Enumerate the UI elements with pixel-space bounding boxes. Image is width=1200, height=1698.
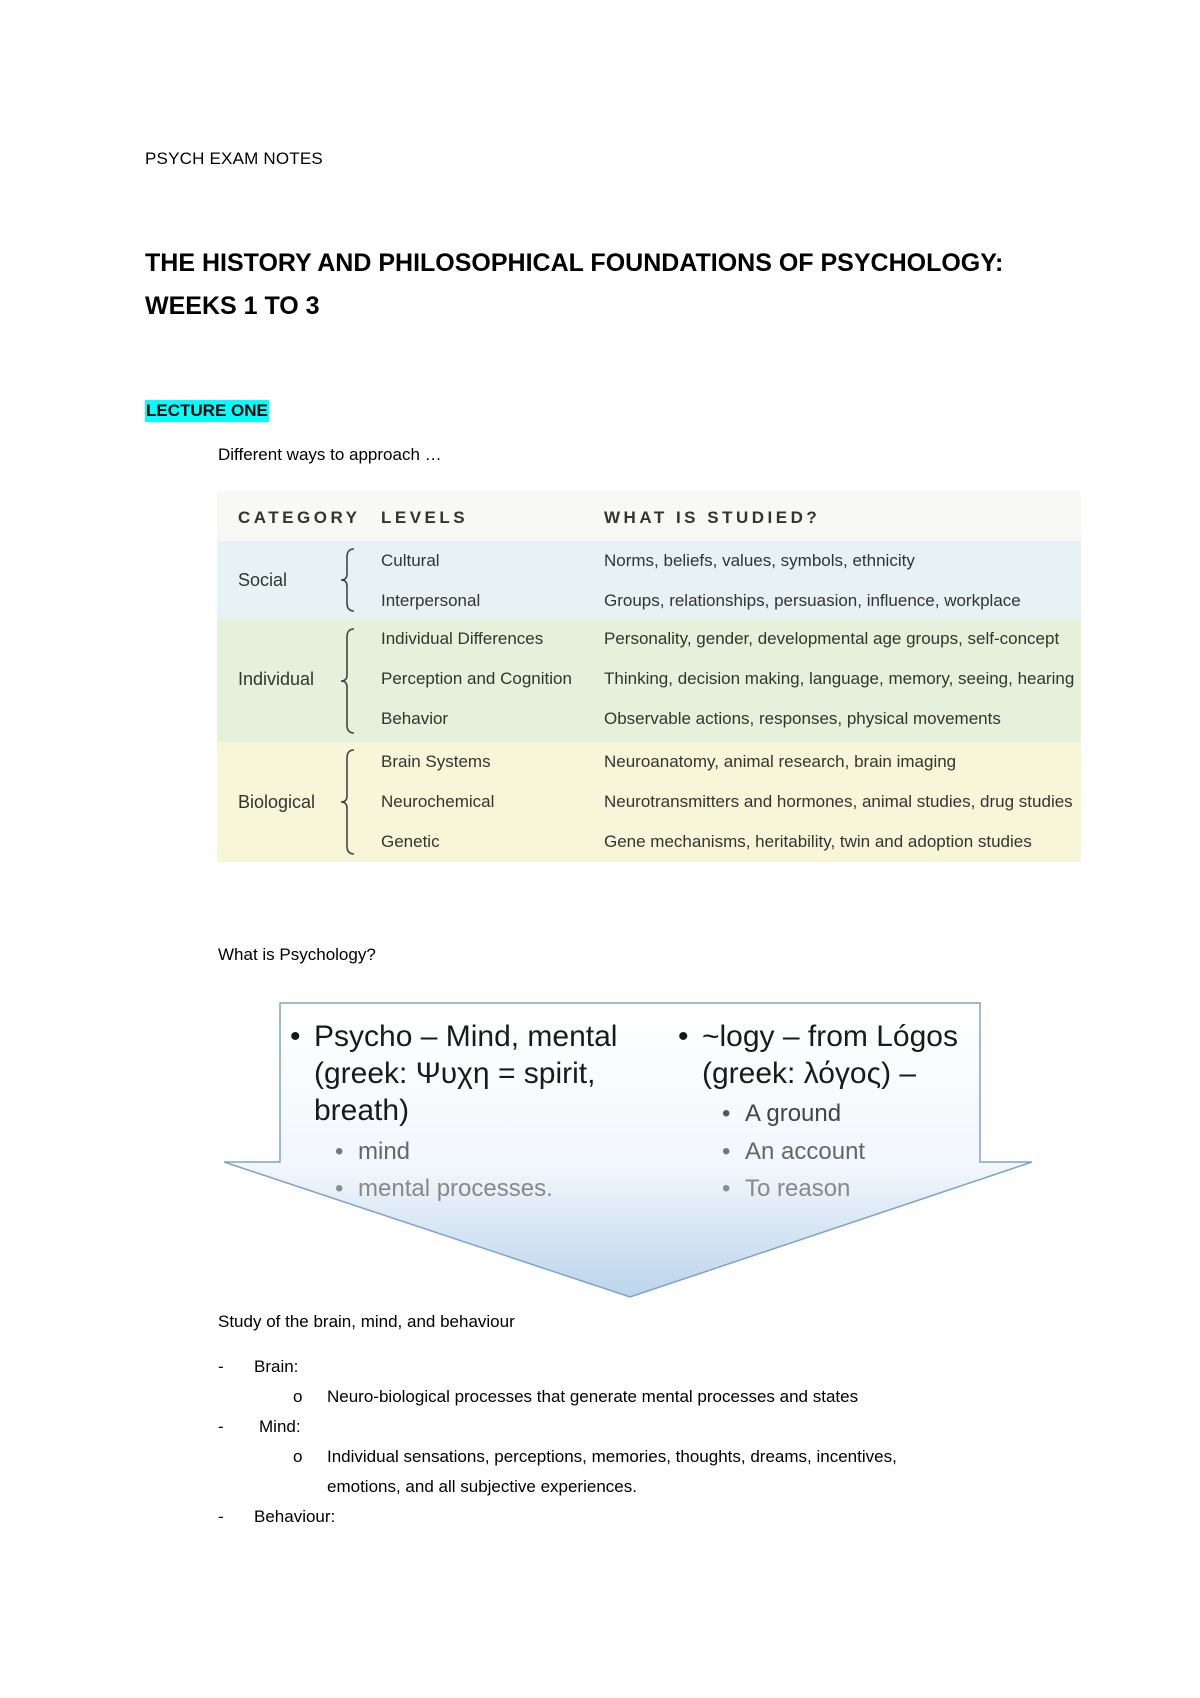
logy-line-1: ~logy – from Lógos: [702, 1020, 958, 1053]
logy-sub-3: To reason: [745, 1175, 851, 1202]
level-label: Genetic: [381, 832, 440, 851]
bullet-icon: •: [722, 1100, 731, 1127]
brace-icon: [338, 547, 364, 613]
category-label: Biological: [238, 792, 316, 812]
document-label: PSYCH EXAM NOTES: [145, 149, 323, 168]
logy-line-2: (greek: λόγος) –: [702, 1057, 917, 1090]
level-label: Individual Differences: [381, 629, 544, 648]
group-individual: [217, 619, 1081, 742]
studied-text: Observable actions, responses, physical movements: [604, 709, 1001, 728]
document-title: [145, 242, 1105, 328]
brace-icon: [338, 748, 364, 856]
level-label: Perception and Cognition: [381, 669, 572, 688]
studied-text: Neurotransmitters and hormones, animal studies, drug studies: [604, 792, 1073, 811]
table-header-row: [217, 491, 1081, 541]
study-heading: Study of the brain, mind, and behaviour: [218, 1312, 515, 1331]
studied-text: Thinking, decision making, language, memory, seeing, hearing: [604, 669, 1075, 688]
dash-bullet-icon: -: [218, 1417, 224, 1436]
dash-bullet-icon: -: [218, 1507, 224, 1526]
group-social: [217, 541, 1081, 619]
mind-label: Mind:: [259, 1417, 301, 1436]
mind-detail-line-1: Individual sensations, perceptions, memories, thoughts, dreams, incentives,: [327, 1447, 897, 1466]
logy-sub-2: An account: [745, 1138, 866, 1165]
bullet-icon: •: [678, 1020, 689, 1053]
bullet-icon: •: [335, 1138, 344, 1165]
category-label: Social: [238, 570, 288, 590]
brain-label: Brain:: [254, 1357, 299, 1376]
header-what-studied: WHAT IS STUDIED?: [604, 508, 821, 527]
dash-bullet-icon: -: [218, 1357, 224, 1376]
psychology-arrow-diagram: [222, 1000, 1042, 1300]
section-question: What is Psychology?: [218, 945, 376, 964]
studied-text: Personality, gender, developmental age groups, self-concept: [604, 629, 1060, 648]
psycho-sub-1: mind: [358, 1138, 411, 1165]
bullet-icon: •: [722, 1138, 731, 1165]
category-label: Individual: [238, 669, 315, 689]
intro-text: Different ways to approach …: [218, 445, 442, 464]
level-label: Brain Systems: [381, 752, 491, 771]
lecture-heading: LECTURE ONE: [146, 401, 268, 420]
brain-detail: Neuro-biological processes that generate mental processes and states: [327, 1387, 859, 1406]
group-biological: [217, 742, 1081, 862]
psycho-line-3: breath): [314, 1094, 410, 1127]
header-levels: LEVELS: [381, 508, 469, 527]
circle-bullet-icon: o: [293, 1447, 303, 1466]
studied-text: Groups, relationships, persuasion, influence, workplace: [604, 591, 1021, 610]
psycho-sub-2: mental processes.: [358, 1175, 553, 1202]
bullet-icon: •: [722, 1175, 731, 1202]
bullet-icon: •: [335, 1175, 344, 1202]
level-label: Behavior: [381, 709, 449, 728]
level-label: Neurochemical: [381, 792, 495, 811]
logy-sub-1: A ground: [745, 1100, 842, 1127]
levels-table: [217, 491, 1081, 873]
psycho-line-1: Psycho – Mind, mental: [314, 1020, 618, 1053]
behaviour-label: Behaviour:: [254, 1507, 336, 1526]
mind-detail-line-2: emotions, and all subjective experiences.: [327, 1477, 637, 1496]
level-label: Cultural: [381, 551, 440, 570]
bullet-icon: •: [290, 1020, 301, 1053]
title-line-1: THE HISTORY AND PHILOSOPHICAL FOUNDATIONS OF PSYCHOLOGY:: [145, 249, 1004, 277]
studied-text: Gene mechanisms, heritability, twin and adoption studies: [604, 832, 1032, 851]
brace-icon: [338, 627, 364, 735]
level-label: Interpersonal: [381, 591, 481, 610]
studied-text: Neuroanatomy, animal research, brain imaging: [604, 752, 957, 771]
circle-bullet-icon: o: [293, 1387, 303, 1406]
studied-text: Norms, beliefs, values, symbols, ethnicity: [604, 551, 915, 570]
psycho-line-2: (greek: Ψυχη = spirit,: [314, 1057, 596, 1090]
title-line-2: WEEKS 1 TO 3: [145, 292, 320, 320]
header-category: CATEGORY: [238, 508, 361, 527]
